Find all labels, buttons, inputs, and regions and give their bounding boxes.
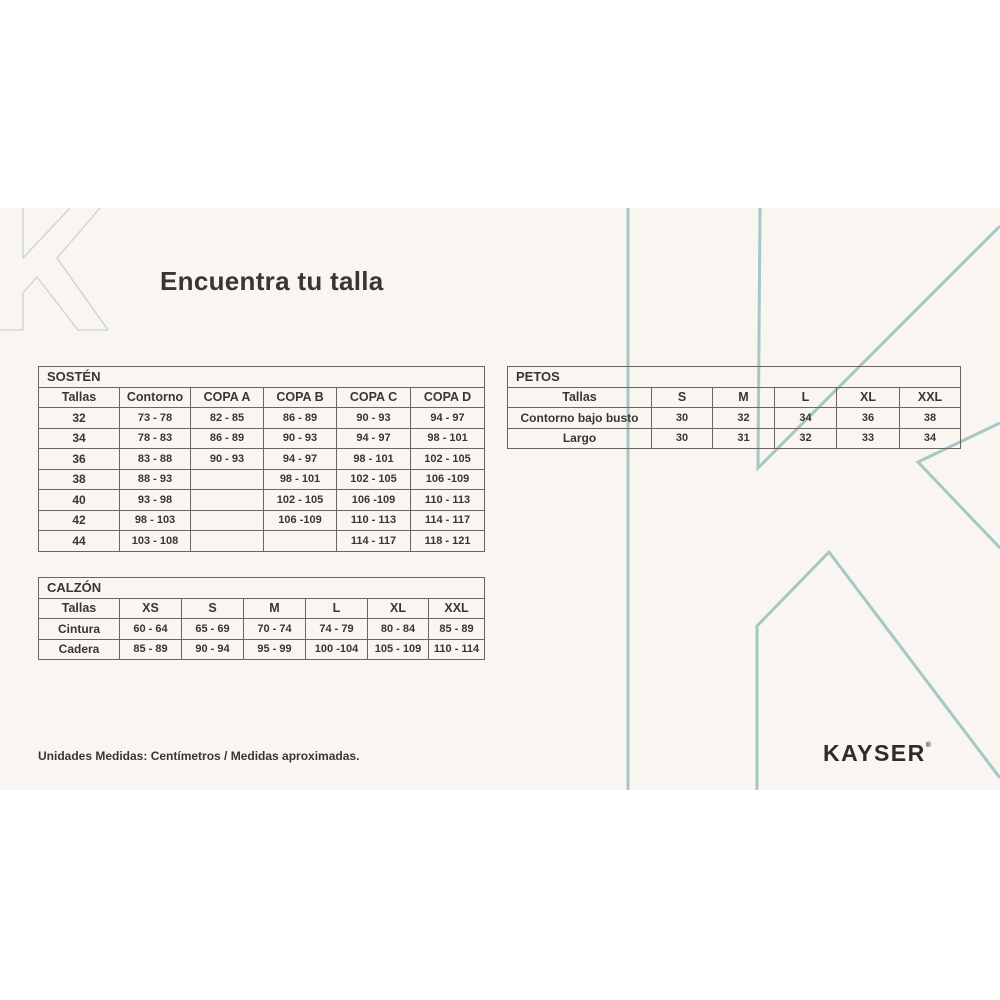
row-label: 42 [39,510,120,531]
table-cell: 36 [837,408,900,429]
table-cell: 102 - 105 [337,469,411,490]
table-cell: 98 - 101 [264,469,337,490]
table-cell: 114 - 117 [337,531,411,552]
table-cell: 110 - 113 [337,510,411,531]
table-caption: CALZÓN [39,578,485,599]
row-label: 36 [39,449,120,470]
column-header: S [652,387,713,408]
column-header: XL [368,598,429,619]
table-cell: 85 - 89 [429,619,485,640]
table-cell: 94 - 97 [337,428,411,449]
row-label: 32 [39,408,120,429]
table-cell: 105 - 109 [368,639,429,660]
table-cell: 73 - 78 [120,408,191,429]
table-cell: 100 -104 [306,639,368,660]
small-k-outline [0,208,108,330]
table-cell: 78 - 83 [120,428,191,449]
table-cell: 34 [900,428,961,449]
table-row [39,449,485,470]
table-cell: 103 - 108 [120,531,191,552]
column-header: XXL [900,387,961,408]
table-row [39,469,485,490]
column-header: Contorno [120,387,191,408]
table-cell: 110 - 113 [411,490,485,511]
table-cell: 95 - 99 [244,639,306,660]
table-cell: 102 - 105 [264,490,337,511]
table-row [39,510,485,531]
table-cell: 86 - 89 [191,428,264,449]
table-cell: 34 [775,408,837,429]
table-header-row [39,387,485,408]
table-cell [264,531,337,552]
column-header: L [775,387,837,408]
sosten-size-table [38,366,485,552]
column-header: COPA B [264,387,337,408]
table-cell: 114 - 117 [411,510,485,531]
table-row [39,408,485,429]
row-label: 44 [39,531,120,552]
column-header: Tallas [508,387,652,408]
table-cell: 74 - 79 [306,619,368,640]
table-cell: 88 - 93 [120,469,191,490]
table-cell [191,531,264,552]
table-row [508,408,961,429]
column-header: Tallas [39,598,120,619]
column-header: COPA D [411,387,485,408]
table-caption: PETOS [508,367,961,388]
table-cell: 94 - 97 [411,408,485,429]
table-cell: 98 - 101 [337,449,411,470]
table-caption: SOSTÉN [39,367,485,388]
row-label: Largo [508,428,652,449]
table-cell: 106 -109 [337,490,411,511]
large-k-outline [628,208,1000,790]
table-header-row [508,387,961,408]
table-cell: 70 - 74 [244,619,306,640]
table-cell: 32 [775,428,837,449]
table-row [39,490,485,511]
table-row [508,428,961,449]
column-header: XL [837,387,900,408]
row-label: Contorno bajo busto [508,408,652,429]
table-cell: 65 - 69 [182,619,244,640]
table-header-row [39,598,485,619]
column-header: S [182,598,244,619]
column-header: M [713,387,775,408]
registered-mark: ® [925,742,933,749]
size-guide-panel [0,208,1000,790]
page-title: Encuentra tu talla [160,266,384,296]
table-cell: 82 - 85 [191,408,264,429]
table-cell: 38 [900,408,961,429]
column-header: L [306,598,368,619]
table-cell: 93 - 98 [120,490,191,511]
table-cell: 90 - 93 [337,408,411,429]
table-cell: 33 [837,428,900,449]
table-cell: 106 -109 [411,469,485,490]
table-cell: 110 - 114 [429,639,485,660]
table-cell: 98 - 101 [411,428,485,449]
column-header: Tallas [39,387,120,408]
table-cell [191,469,264,490]
kayser-logo [823,740,932,767]
table-row [39,639,485,660]
table-cell: 94 - 97 [264,449,337,470]
table-cell: 90 - 94 [182,639,244,660]
table-cell: 86 - 89 [264,408,337,429]
logo-text: KAYSER [823,740,926,766]
table-cell: 118 - 121 [411,531,485,552]
table-cell: 90 - 93 [264,428,337,449]
table-cell: 60 - 64 [120,619,182,640]
column-header: COPA C [337,387,411,408]
table-cell: 31 [713,428,775,449]
row-label: 38 [39,469,120,490]
calzon-size-table [38,577,485,660]
table-cell: 102 - 105 [411,449,485,470]
units-note: Unidades Medidas: Centímetros / Medidas aproximadas. [38,749,360,763]
table-row [39,531,485,552]
table-cell [191,510,264,531]
table-row [39,619,485,640]
table-cell [191,490,264,511]
row-label: Cintura [39,619,120,640]
table-cell: 98 - 103 [120,510,191,531]
row-label: 40 [39,490,120,511]
row-label: 34 [39,428,120,449]
petos-size-table [507,366,961,449]
table-cell: 90 - 93 [191,449,264,470]
column-header: M [244,598,306,619]
table-cell: 32 [713,408,775,429]
column-header: XS [120,598,182,619]
table-cell: 85 - 89 [120,639,182,660]
column-header: COPA A [191,387,264,408]
table-cell: 106 -109 [264,510,337,531]
table-cell: 30 [652,408,713,429]
table-row [39,428,485,449]
table-cell: 30 [652,428,713,449]
row-label: Cadera [39,639,120,660]
table-cell: 83 - 88 [120,449,191,470]
column-header: XXL [429,598,485,619]
table-cell: 80 - 84 [368,619,429,640]
